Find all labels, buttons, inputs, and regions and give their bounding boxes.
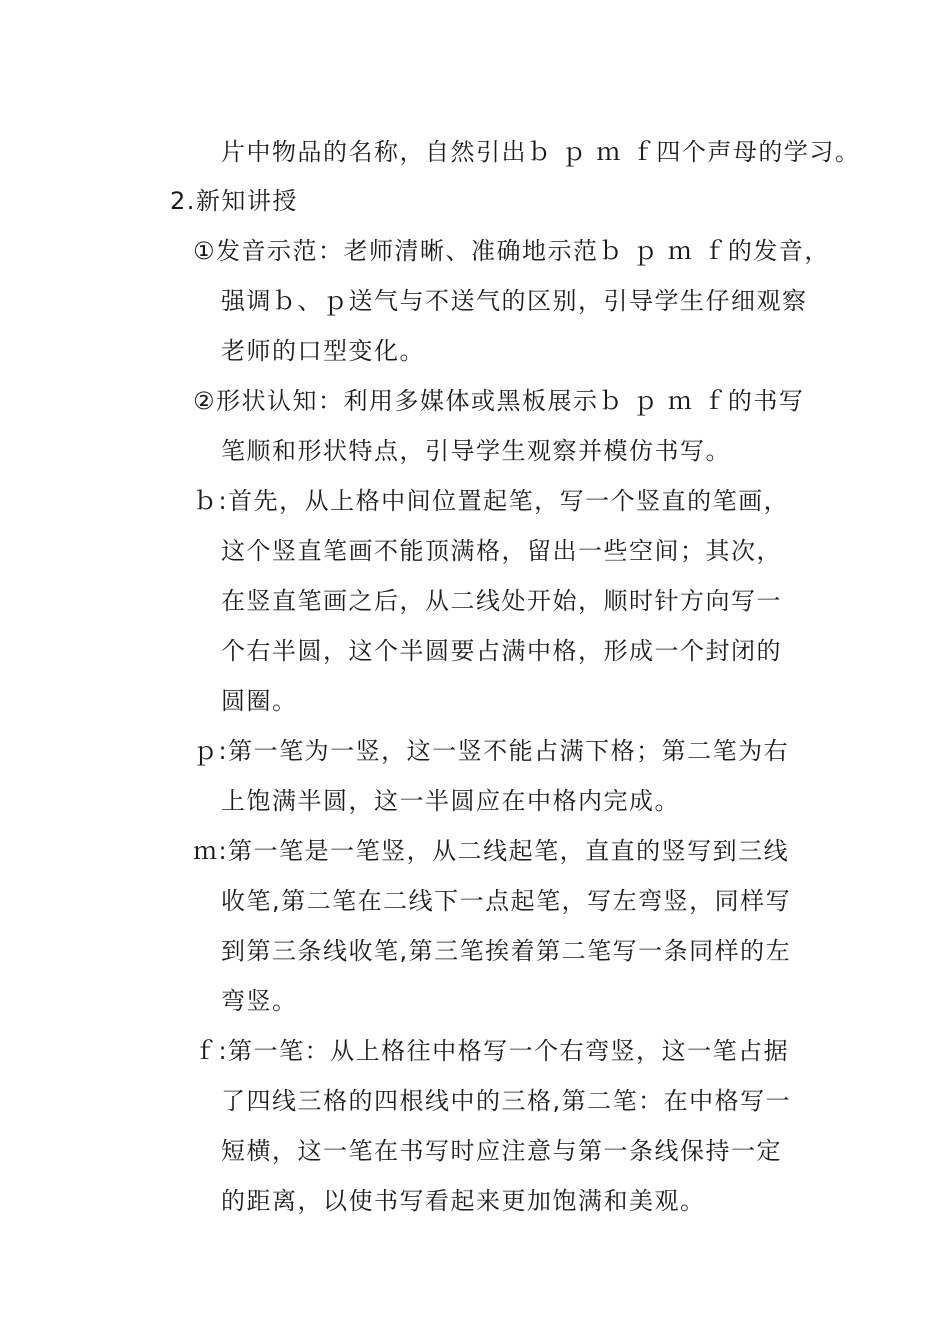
text-line: ｍ:第一笔是一笔竖，从二线起笔，直直的竖写到三线 (193, 837, 790, 865)
text-line: 到第三条线收笔,第三笔挨着第二笔写一条同样的左 (221, 937, 792, 965)
text-line: 了四线三格的四根线中的三格,第二笔：在中格写一 (221, 1087, 792, 1115)
text-line: 片中物品的名称，自然引出ｂ ｐ ｍ ｆ四个声母的学习。 (221, 138, 861, 166)
text-line: 弯竖。 (221, 987, 298, 1015)
text-line: 短横，这一笔在书写时应注意与第一条线保持一定 (221, 1137, 782, 1165)
section-heading: 2.新知讲授 (170, 187, 298, 215)
text-line: 在竖直笔画之后，从二线处开始，顺时针方向写一 (221, 587, 782, 615)
text-line: ｐ:第一笔为一竖，这一竖不能占满下格；第二笔为右 (193, 737, 790, 765)
text-line: 个右半圆，这个半圆要占满中格，形成一个封闭的 (221, 637, 782, 665)
text-line: 笔顺和形状特点，引导学生观察并模仿书写。 (221, 437, 731, 465)
text-line: 上饱满半圆，这一半圆应在中格内完成。 (221, 787, 680, 815)
text-line: ①发音示范：老师清晰、准确地示范ｂ ｐ ｍ ｆ的发音， (193, 237, 830, 265)
text-line: 强调ｂ、ｐ送气与不送气的区别，引导学生仔细观察 (221, 287, 808, 315)
text-line: 的距离，以使书写看起来更加饱满和美观。 (221, 1187, 706, 1215)
text-line: 老师的口型变化。 (221, 337, 425, 365)
text-line: ｂ:首先，从上格中间位置起笔，写一个竖直的笔画， (193, 487, 790, 515)
text-line: ②形状认知：利用多媒体或黑板展示ｂ ｐ ｍ ｆ的书写 (193, 387, 805, 415)
text-line: 圆圈。 (221, 687, 298, 715)
text-line: 收笔,第二笔在二线下一点起笔，写左弯竖，同样写 (221, 887, 792, 915)
text-line: 这个竖直笔画不能顶满格，留出一些空间；其次， (221, 537, 782, 565)
text-line: ｆ:第一笔：从上格往中格写一个右弯竖，这一笔占据 (193, 1037, 790, 1065)
